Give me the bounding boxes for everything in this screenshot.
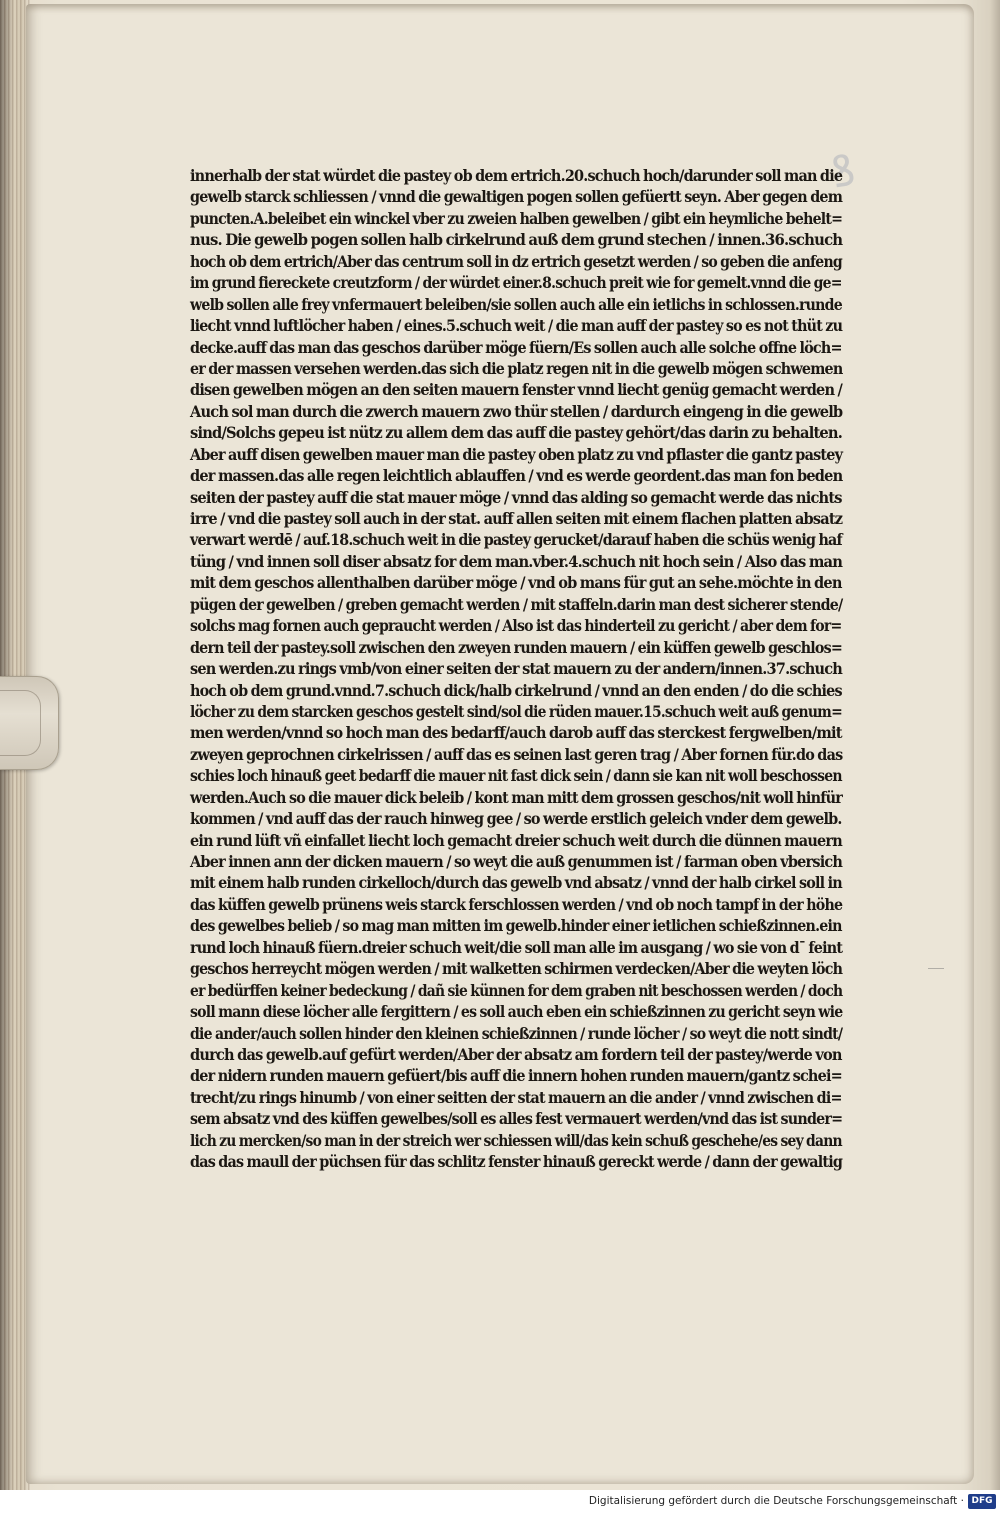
margin-mark: [928, 968, 944, 969]
text-line: ein rund lüft vñ einfallet liecht loch gemacht dreier schuch weit durch die dünnen mauern: [190, 831, 842, 850]
page-text: [190, 166, 842, 1176]
text-line: trecht/zu rings hinumb / von einer seitten der stat mauern an die ander / vnnd zwischen di=: [190, 1088, 842, 1107]
text-line: welb sollen alle frey vnfermauert beleiben/sie sollen auch alle ein ietlichs in schlossen.runde: [190, 295, 842, 314]
text-line: disen gewelben mögen an den seiten mauern fenster vnnd liecht genüg gemacht werden /: [190, 381, 843, 400]
text-line: durch das gewelb.auf gefürt werden/Aber der absatz am fordern teil der pastey/werde von: [190, 1045, 842, 1064]
text-line: werden.Auch so die mauer dick beleib / kont man mitt dem grossen geschos/nit woll hinfür: [190, 788, 843, 807]
text-line: pügen der gewelben / greben gemacht werden / mit staffeln.darin man dest sicherer stende/: [190, 595, 843, 614]
text-line: puncten.A.beleibet ein winckel vber zu zweien halben gewelben / gibt ein heymliche behelt=: [190, 209, 843, 228]
text-line: sen werden.zu rings vmb/von einer seiten der stat mauern zu der andern/innen.37.schuch: [190, 660, 842, 679]
text-line: die ander/auch sollen hinder den kleinen schießzinnen / runde löcher / so weyt die nott sindt/: [190, 1024, 843, 1043]
text-line: geschos herreycht mögen werden / mit walketten schirmen verdecken/Aber die weyten löch: [190, 960, 843, 979]
text-line: sem absatz vnd des küffen gewelbes/soll es alles fest vermauert werden/vnd das ist sunder=: [190, 1110, 843, 1129]
text-line: kommen / vnd auff das der rauch hinweg gee / so werde erstlich geleich vnder dem gewelb.: [190, 810, 842, 829]
text-line: soll mann diese löcher alle fergittern / es soll auch eben ein schießzinnen zu gericht seyn wie: [190, 1003, 843, 1022]
page-clip-inner: [0, 690, 41, 756]
text-line: seiten der pastey auff die stat mauer möge / vnnd das alding so gemacht werde das nichts: [190, 488, 842, 507]
text-line: hoch ob dem ertrich/Aber das centrum soll in dz ertrich gesetzt werden / so geben die anfeng: [190, 252, 842, 271]
text-line: rund loch hinauß füern.dreier schuch weit/die soll man alle im ausgang / wo sie von dˉ feint: [190, 938, 843, 957]
text-line: irre / vnd die pastey soll auch in der stat. auff allen seiten mit einem flachen platten absatz: [190, 510, 843, 528]
text-line: mit einem halb runden cirkelloch/durch das gewelb vnd absatz / vnnd der halb cirkel soll in: [190, 874, 842, 893]
text-line: er der massen versehen werden.das sich die platz regen nit in die gewelb mögen schwemen: [190, 359, 843, 378]
text-line: nus. Die gewelb pogen sollen halb cirkelrund auß dem grund stechen / innen.36.schuch: [190, 231, 843, 250]
funding-credit-text: Digitalisierung gefördert durch die Deutsche Forschungsgemeinschaft: [588, 1495, 958, 1507]
text-line: im grund fiereckete creutzform / der würdet einer.8.schuch preit wie for gemelt.vnnd die ge=: [190, 274, 842, 293]
text-line: schies loch hinauß geet bedarff die mauer nit fast dick sein / dann sie kan nit woll beschossen: [190, 767, 842, 786]
text-line: solchs mag fornen auch gepraucht werden / Also ist das hinderteil zu gericht / aber dem for=: [190, 617, 842, 636]
dfg-logo: DFG: [968, 1494, 996, 1509]
text-line: des gewelbes belieb / so mag man mitten im gewelb.hinder einer ietlichen schießzinnen.ein: [190, 917, 842, 936]
text-line: der massen.das alle regen leichtlich ablauffen / vnd es werde geordent.das man fon beden: [190, 467, 843, 486]
text-line: decke.auff das man das geschos darüber möge füern/Es sollen auch alle solche offne löch=: [190, 338, 842, 357]
text-line: das küffen gewelb prünens weis starck ferschlossen werden / vnd ob noch tampf in der höhe: [190, 895, 843, 914]
text-line: liecht vnnd luftlöcher haben / eines.5.schuch weit / die man auff der pastey so es not thüt zu: [190, 317, 843, 336]
text-line: lich zu mercken/so man in der streich wer schiessen will/das kein schuß geschehe/es sey dann: [190, 1131, 842, 1150]
text-line: löcher zu dem starcken geschos gestelt sind/sol die rüden mauer.15.schuch weit auß genum=: [190, 702, 842, 721]
text-line: hoch ob dem grund.vnnd.7.schuch dick/halb cirkelrund / vnnd an den enden / do die schies: [190, 681, 842, 700]
funding-credit-separator: ·: [960, 1495, 964, 1507]
text-line: dern teil der pastey.soll zwischen den zweyen runden mauern / ein küffen gewelb geschlos=: [190, 638, 843, 657]
text-line: Aber innen ann der dicken mauern / so weyt die auß genummen ist / farman oben vbersich: [190, 853, 843, 871]
pencil-mark-icon: ꝸ: [828, 144, 859, 199]
text-line: Aber auff disen gewelben mauer man die pastey oben platz zu vnd pflaster die gantz pastey: [190, 445, 843, 464]
text-line: men werden/vnnd so hoch man des bedarff/auch darob auff das sterckest fergwelben/mit: [190, 724, 842, 743]
text-line: sind/Solchs gepeu ist nütz zu allem dem das auff die pastey gehört/das darin zu behalten.: [190, 424, 843, 443]
text-line: er bedürffen keiner bedeckung / dañ sie künnen for dem graben nit beschossen werden / doch: [190, 981, 843, 1000]
text-line: der nidern runden mauern gefüert/bis auff die innern hohen runden mauern/gantz schei=: [190, 1067, 842, 1086]
funding-credit: [589, 1495, 964, 1507]
text-line: zweyen geprochnen cirkelrissen / auff das es seinen last geren trag / Aber fornen für.do das: [190, 745, 843, 764]
footer-bar: [0, 1490, 1000, 1514]
text-line: innerhalb der stat würdet die pastey ob dem ertrich.20.schuch hoch/darunder soll man die: [190, 167, 843, 185]
text-line: das das maull der püchsen für das schlitz fenster hinauß gereckt werde / dann der gewaltig: [190, 1153, 843, 1172]
text-line: tüng / vnd innen soll diser absatz for dem man.vber.4.schuch nit hoch sein / Also das man: [190, 552, 843, 571]
text-line: gewelb starck schliessen / vnnd die gewaltigen pogen sollen gefüertt seyn. Aber gegen dem: [190, 188, 843, 207]
text-line: Auch sol man durch die zwerch mauern zwo thür stellen / dardurch eingeng in die gewelb: [190, 402, 843, 421]
text-line: verwart werdē / auf.18.schuch weit in die pastey gerucket/darauf haben die schüs wenig haf: [190, 531, 842, 550]
text-line: mit dem geschos allenthalben darüber möge / vnd ob mans für gut an sehe.möchte in den: [190, 574, 842, 593]
